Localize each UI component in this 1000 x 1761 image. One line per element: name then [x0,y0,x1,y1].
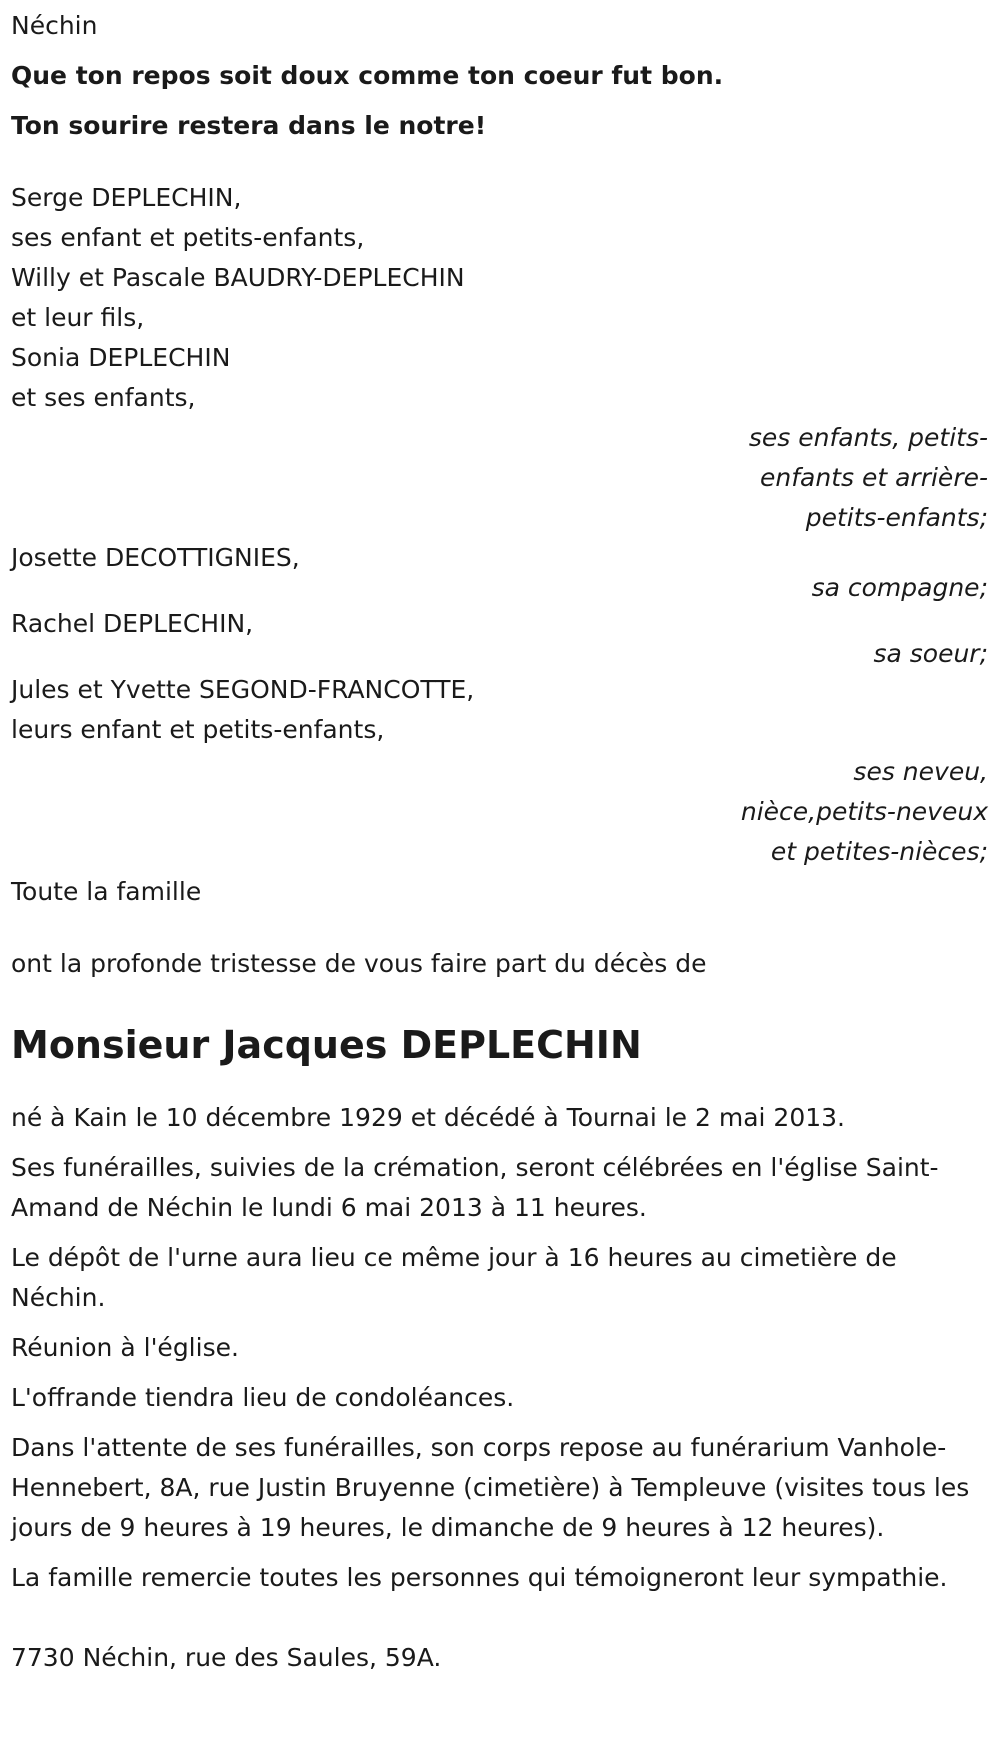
detail-paragraph: Le dépôt de l'urne aura lieu ce même jour à 16 heures au cimetière de Néchin. [11,1243,897,1312]
address-line: 7730 Néchin, rue des Saules, 59A. [11,1643,442,1672]
relation-line: ses enfants, petits- [748,423,988,452]
relation-line: petits-enfants; [805,503,988,532]
relation-josette: sa compagne; [811,573,988,602]
detail-paragraph: L'offrande tiendra lieu de condoléances. [11,1383,515,1412]
family-block-nephews [11,670,988,750]
family-line: Serge DEPLECHIN, [11,183,242,212]
place-heading: Néchin [11,11,98,40]
announcement-text: ont la profonde tristesse de vous faire part du décès de [11,949,707,978]
relation-line: nièce,petits-neveux [740,797,988,826]
family-line: Jules et Yvette SEGOND-FRANCOTTE, [11,675,475,704]
relation-line: ses neveu, [853,757,988,786]
relation-nephews [11,752,988,872]
family-line: leurs enfant et petits-enfants, [11,715,385,744]
obituary-notice [0,6,1000,1761]
detail-paragraph: né à Kain le 10 décembre 1929 et décédé à Tournai le 2 mai 2013. [11,1103,845,1132]
details-section [11,1098,988,1598]
detail-paragraph: Dans l'attente de ses funérailles, son corps repose au funérarium Vanhole-Hennebert, 8A, rue Justin Bruyenne (cimetière) à Templeuve (visites tous les jours de 9 heures à 19 heures, le dimanche de 9 heures à 12 heures). [11,1433,970,1542]
family-line-rachel: Rachel DEPLECHIN, [11,609,254,638]
detail-paragraph: Ses funérailles, suivies de la crémation, seront célébrées en l'église Saint-Amand de Néchin le lundi 6 mai 2013 à 11 heures. [11,1153,939,1222]
detail-paragraph: La famille remercie toutes les personnes qui témoigneront leur sympathie. [11,1563,948,1592]
family-line: Sonia DEPLECHIN [11,343,231,372]
detail-paragraph: Réunion à l'église. [11,1333,239,1362]
family-line: et leur fils, [11,303,145,332]
relation-children [11,418,988,538]
family-block-children [11,178,988,418]
relation-line: enfants et arrière- [760,463,988,492]
family-line: ses enfant et petits-enfants, [11,223,365,252]
relation-rachel: sa soeur; [873,639,988,668]
relation-line: et petites-nièces; [770,837,988,866]
family-line-josette: Josette DECOTTIGNIES, [11,543,300,572]
family-line: et ses enfants, [11,383,196,412]
deceased-name: Monsieur Jacques DEPLECHIN [11,1023,642,1067]
quote-line-1: Que ton repos soit doux comme ton coeur fut bon. [11,61,724,90]
quote-line-2: Ton sourire restera dans le notre! [11,111,487,140]
family-line-all: Toute la famille [11,877,202,906]
family-line: Willy et Pascale BAUDRY-DEPLECHIN [11,263,465,292]
